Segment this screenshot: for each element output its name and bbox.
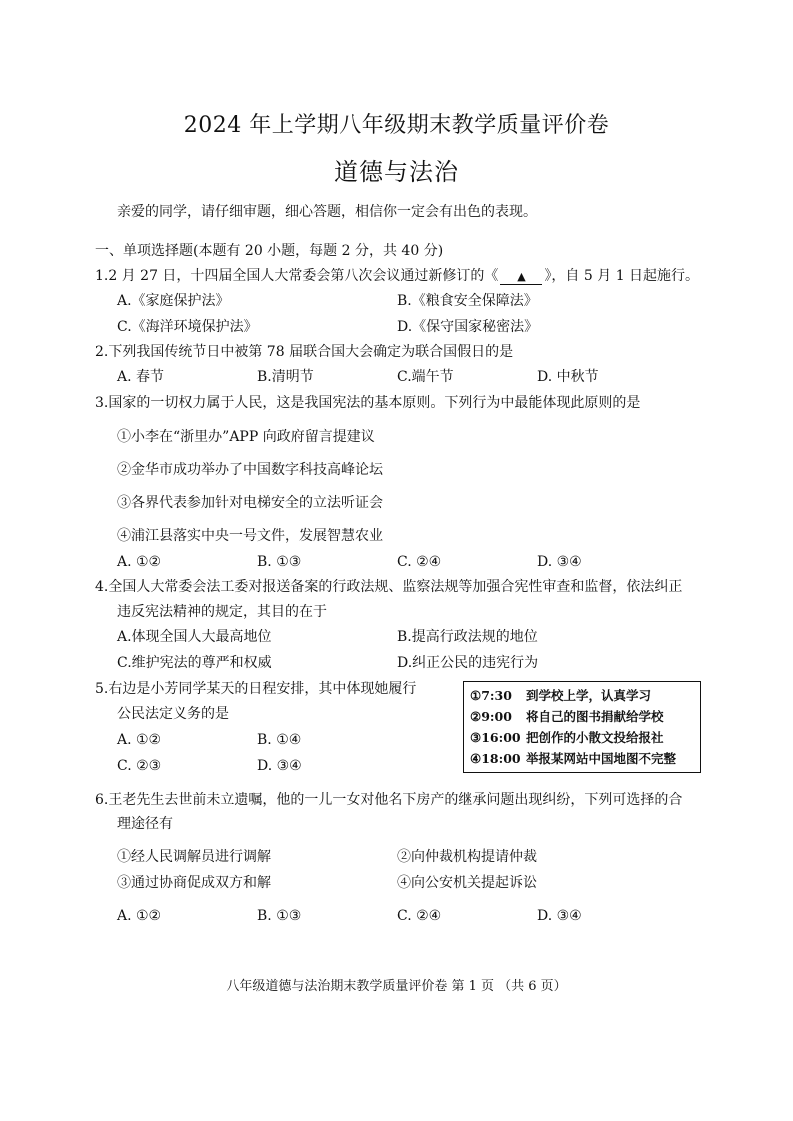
exam-title: 2024 年上学期八年级期末教学质量评价卷 [183,113,610,138]
question-1-stem [95,267,699,285]
question-5-stem-line-2: 公民法定义务的是 [117,706,229,722]
question-1-option-b: B.《粮食安全保障法》 [397,293,538,309]
question-6-item-4: ④向公安机关提起诉讼 [397,875,537,891]
question-5-option-d: D. ③④ [257,758,302,774]
question-6-option-c: C. ②④ [397,908,442,924]
question-2-stem: 2.下列我国传统节日中被第 78 届联合国大会确定为联合国假日的是 [95,344,514,360]
question-3-option-a: A. ①② [117,554,162,570]
schedule-time: ①7:30 [470,688,512,703]
schedule-time: ③16:00 [470,730,521,745]
question-6-item-1: ①经人民调解员进行调解 [117,849,271,865]
question-4-option-d: D.纠正公民的违宪行为 [397,655,539,671]
question-4-option-c: C.维护宪法的尊严和权威 [117,655,272,671]
schedule-box [463,681,701,773]
question-1-stem-a: 1.2 月 27 日，十四届全国人大常委会第八次会议通过新修订的《 [95,268,499,284]
schedule-activity: 到学校上学，认真学习 [526,688,652,703]
question-4-option-b: B.提高行政法规的地位 [397,629,538,645]
schedule-activity: 把创作的小散文投给报社 [526,730,664,745]
question-1-option-d: D.《保守国家秘密法》 [397,319,539,335]
question-3-option-d: D. ③④ [537,554,582,570]
question-3-option-c: C. ②④ [397,554,442,570]
question-5-option-b: B. ①④ [257,732,302,748]
page-footer: 八年级道德与法治期末教学质量评价卷 第 1 页 （共 6 页） [226,979,567,994]
question-2-option-d: D. 中秋节 [537,369,599,385]
schedule-row [470,727,694,748]
intro-text: 亲爱的同学，请仔细审题，细心答题，相信你一定会有出色的表现。 [117,204,537,220]
schedule-row [470,748,694,769]
question-6-item-3: ③通过协商促成双方和解 [117,875,271,891]
question-3-item-4: ④浦江县落实中央一号文件，发展智慧农业 [117,528,383,544]
subject-title: 道德与法治 [334,158,459,186]
question-3-option-b: B. ①③ [257,554,302,570]
question-6-stem-line-1: 6.王老先生去世前未立遗嘱，他的一儿一女对他名下房产的继承问题出现纠纷，下列可选择的合 [95,792,683,808]
question-3-item-1: ①小李在“浙里办”APP 向政府留言提建议 [117,429,375,445]
schedule-time: ④18:00 [470,751,521,766]
question-2-option-a: A. 春节 [117,369,165,385]
question-4-stem-line-1: 4.全国人大常委会法工委对报送备案的行政法规、监察法规等加强合宪性审查和监督，依法纠正 [95,579,683,595]
question-6-option-a: A. ①② [117,908,162,924]
section-heading: 一、单项选择题(本题有 20 小题，每题 2 分，共 40 分) [95,243,444,259]
question-6-option-b: B. ①③ [257,908,302,924]
question-3-item-3: ③各界代表参加针对电梯安全的立法听证会 [117,495,383,511]
question-6-stem-line-2: 理途径有 [117,816,173,832]
question-3-stem: 3.国家的一切权力属于人民，这是我国宪法的基本原则。下列行为中最能体现此原则的是 [95,395,641,411]
question-5-option-a: A. ①② [117,732,162,748]
question-4-stem-line-2: 违反宪法精神的规定，其目的在于 [117,604,327,620]
schedule-row [470,685,694,706]
schedule-activity: 举报某网站中国地图不完整 [526,751,677,766]
schedule-row [470,706,694,727]
question-1-option-a: A.《家庭保护法》 [117,293,230,309]
question-2-option-b: B.清明节 [257,369,314,385]
question-1-blank: ▲ [500,270,542,285]
question-2-option-c: C.端午节 [397,369,454,385]
question-1-option-c: C.《海洋环境保护法》 [117,319,258,335]
question-6-item-2: ②向仲裁机构提请仲裁 [397,849,537,865]
question-5-option-c: C. ②③ [117,758,162,774]
question-1-stem-b: 》，自 5 月 1 日起施行。 [544,268,700,284]
question-3-item-2: ②金华市成功举办了中国数字科技高峰论坛 [117,462,383,478]
question-4-option-a: A.体现全国人大最高地位 [117,629,272,645]
question-5-stem-line-1: 5.右边是小芳同学某天的日程安排，其中体现她履行 [95,681,417,697]
question-6-option-d: D. ③④ [537,908,582,924]
schedule-time: ②9:00 [470,709,512,724]
schedule-activity: 将自己的图书捐献给学校 [526,709,664,724]
